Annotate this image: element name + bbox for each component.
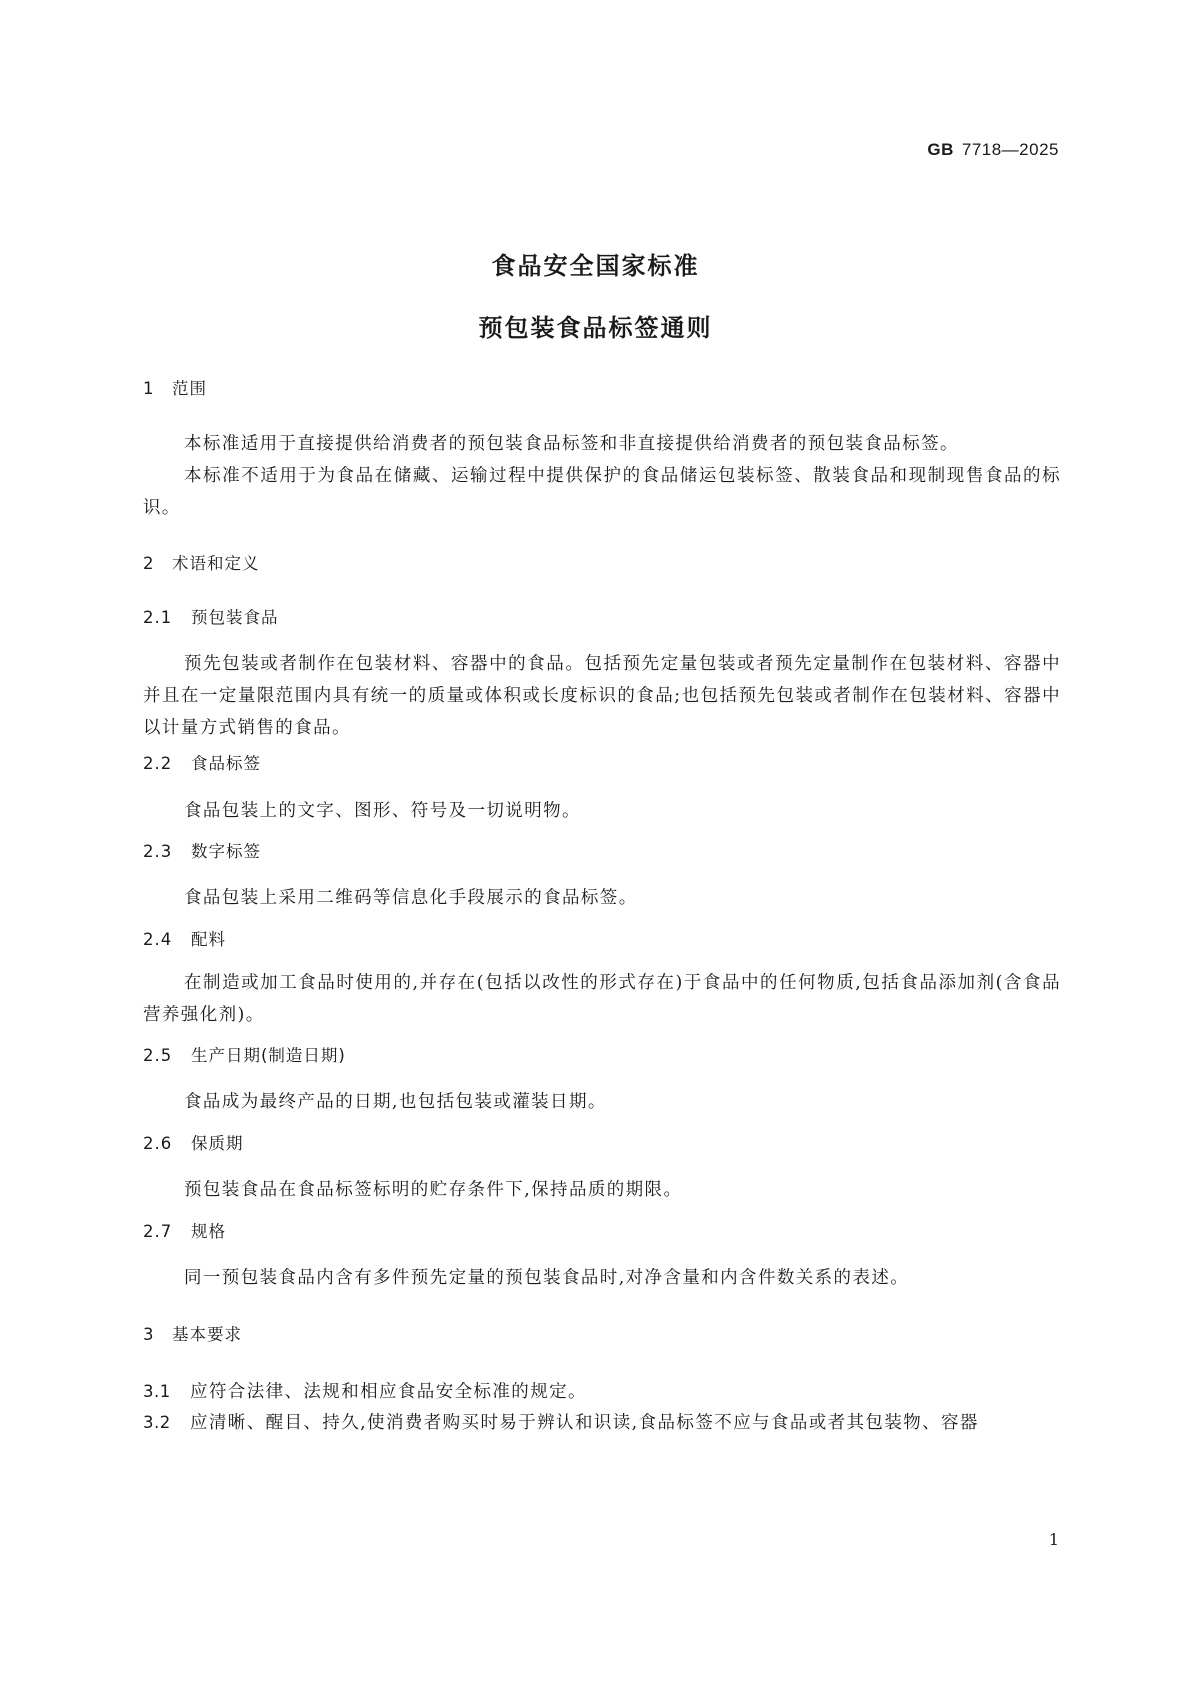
term-definition: 预先包装或者制作在包装材料、容器中的食品。包括预先定量包装或者预先定量制作在包装材料、容器中并且在一定量限范围内具有统一的质量或体积或长度标识的食品;也包括预先包装或者制作在包装材料、容器中以计量方式销售的食品。 bbox=[143, 654, 1061, 738]
clause-number: 3.1 bbox=[143, 1382, 171, 1401]
clause-text: 应符合法律、法规和相应食品安全标准的规定。 bbox=[190, 1382, 587, 1402]
standard-code bbox=[927, 140, 1059, 160]
term-number: 2.6 bbox=[143, 1134, 173, 1153]
clause-number: 3.2 bbox=[143, 1413, 171, 1432]
section-number: 1 bbox=[143, 379, 155, 398]
term-definition: 食品成为最终产品的日期,也包括包装或灌装日期。 bbox=[184, 1092, 607, 1112]
term-number: 2.5 bbox=[143, 1046, 173, 1065]
term-heading bbox=[143, 1221, 226, 1243]
term-definition: 预包装食品在食品标签标明的贮存条件下,保持品质的期限。 bbox=[184, 1180, 683, 1200]
standard-prefix: GB bbox=[927, 140, 954, 159]
paragraph: 本标准适用于直接提供给消费者的预包装食品标签和非直接提供给消费者的预包装食品标签。 bbox=[184, 434, 959, 454]
term-title: 数字标签 bbox=[191, 842, 261, 861]
section-title: 术语和定义 bbox=[172, 554, 260, 573]
clause bbox=[143, 1376, 1061, 1408]
term-number: 2.2 bbox=[143, 754, 173, 773]
term-number: 2.1 bbox=[143, 608, 173, 627]
term-heading bbox=[143, 841, 261, 863]
term-definition: 食品包装上的文字、图形、符号及一切说明物。 bbox=[184, 801, 581, 821]
term-title: 保质期 bbox=[191, 1134, 244, 1153]
term-heading bbox=[143, 929, 226, 951]
standard-number: 7718—2025 bbox=[961, 140, 1059, 159]
term-title: 食品标签 bbox=[191, 754, 261, 773]
section-title: 范围 bbox=[172, 379, 207, 398]
section-2-heading bbox=[143, 553, 260, 575]
term-title: 规格 bbox=[191, 1222, 226, 1241]
section-number: 3 bbox=[143, 1325, 155, 1344]
section-title: 基本要求 bbox=[172, 1325, 242, 1344]
term-definition: 在制造或加工食品时使用的,并存在(包括以改性的形式存在)于食品中的任何物质,包括食品添加剂(含食品营养强化剂)。 bbox=[143, 973, 1061, 1025]
term-heading bbox=[143, 1045, 346, 1067]
document-title: 食品安全国家标准 bbox=[491, 252, 700, 280]
document-subtitle: 预包装食品标签通则 bbox=[478, 314, 713, 342]
paragraph: 本标准不适用于为食品在储藏、运输过程中提供保护的食品储运包装标签、散装食品和现制现售食品的标识。 bbox=[143, 466, 1061, 518]
term-heading bbox=[143, 1133, 244, 1155]
clause-text: 应清晰、醒目、持久,使消费者购买时易于辨认和识读,食品标签不应与食品或者其包装物、容器 bbox=[190, 1413, 979, 1433]
section-number: 2 bbox=[143, 554, 155, 573]
clause bbox=[143, 1407, 1061, 1439]
term-heading bbox=[143, 607, 279, 629]
term-number: 2.3 bbox=[143, 842, 173, 861]
term-heading bbox=[143, 753, 261, 775]
term-definition: 同一预包装食品内含有多件预先定量的预包装食品时,对净含量和内含件数关系的表述。 bbox=[184, 1268, 910, 1288]
term-definition: 食品包装上采用二维码等信息化手段展示的食品标签。 bbox=[184, 888, 638, 908]
term-number: 2.7 bbox=[143, 1222, 173, 1241]
term-title: 生产日期(制造日期) bbox=[191, 1046, 346, 1065]
section-1-heading bbox=[143, 378, 207, 400]
section-3-heading bbox=[143, 1324, 242, 1346]
term-title: 预包装食品 bbox=[191, 608, 279, 627]
page-number: 1 bbox=[1048, 1530, 1059, 1549]
term-title: 配料 bbox=[191, 930, 226, 949]
term-number: 2.4 bbox=[143, 930, 173, 949]
